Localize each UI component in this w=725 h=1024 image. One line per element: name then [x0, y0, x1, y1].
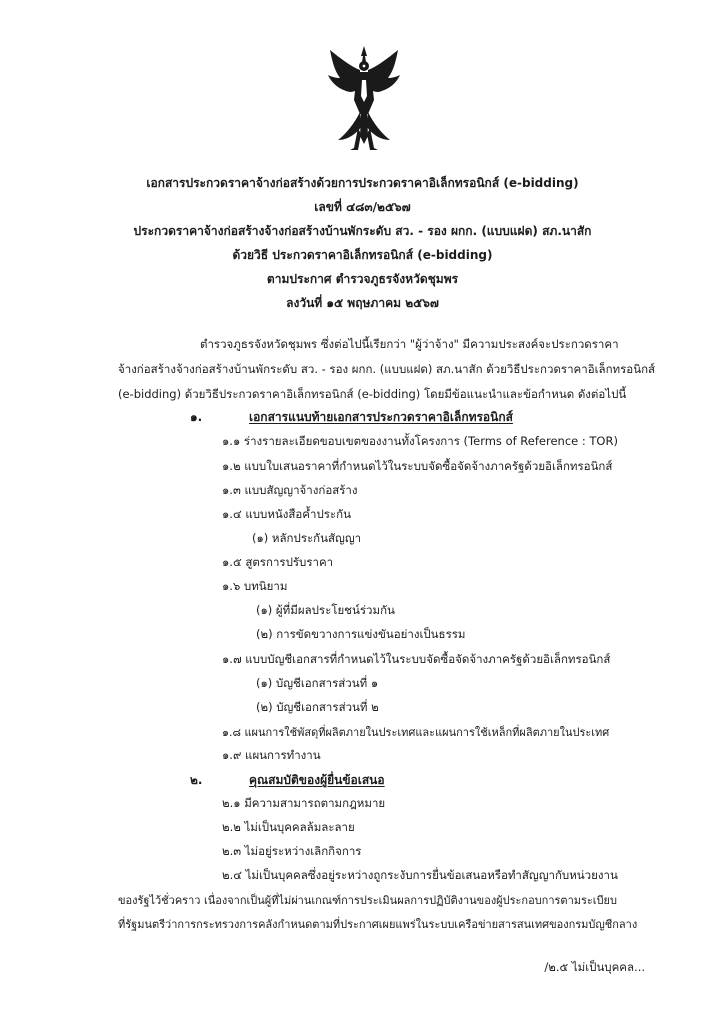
paragraph-line: ที่รัฐมนตรีว่าการกระทรวงการคลังกำหนดตามที่ประกาศเผยแพร่ในระบบเครือข่ายสารสนเทศของกรมบัญชีกลาง [118, 918, 638, 931]
intro-line: จ้างก่อสร้างจ้างก่อสร้างบ้านพักระดับ สว. - รอง ผกก. (แบบแฝด) สภ.นาสัก ด้วยวิธีประกวดราคาอิเล็กทรอนิกส์ [118, 362, 656, 376]
section-title: เอกสารแนบท้ายเอกสารประกวดราคาอิเล็กทรอนิกส์ [249, 410, 513, 424]
list-item: ๑.๗ แบบบัญชีเอกสารที่กำหนดไว้ในระบบจัดซื้อจัดจ้างภาครัฐด้วยอิเล็กทรอนิกส์ [222, 652, 611, 666]
list-item: ๑.๖ บทนิยาม [222, 579, 288, 593]
list-subitem: (๑) ผู้ที่มีผลประโยชน์ร่วมกัน [256, 603, 395, 617]
list-item: ๑.๙ แผนการทำงาน [222, 748, 321, 762]
continuation-marker: /๒.๕ ไม่เป็นบุคคล... [544, 960, 645, 974]
intro-line: ตำรวจภูธรจังหวัดชุมพร ซึ่งต่อไปนี้เรียกว่า "ผู้ว่าจ้าง" มีความประสงค์จะประกวดราคา [200, 337, 619, 351]
procurement-method: ด้วยวิธี ประกวดราคาอิเล็กทรอนิกส์ (e-bidding) [232, 248, 493, 262]
list-item: ๑.๓ แบบสัญญาจ้างก่อสร้าง [222, 483, 358, 497]
list-item: ๒.๒ ไม่เป็นบุคคลล้มละลาย [222, 820, 355, 834]
announcer: ตามประกาศ ตำรวจภูธรจังหวัดชุมพร [266, 272, 459, 286]
list-item: ๑.๘ แผนการใช้พัสดุที่ผลิตภายในประเทศและแผนการใช้เหล็กที่ผลิตภายในประเทศ [222, 726, 610, 739]
list-item: ๑.๒ แบบใบเสนอราคาที่กำหนดไว้ในระบบจัดซื้อจัดจ้างภาครัฐด้วยอิเล็กทรอนิกส์ [222, 459, 613, 473]
section-title: คุณสมบัติของผู้ยื่นข้อเสนอ [249, 773, 385, 787]
list-subitem: (๑) บัญชีเอกสารส่วนที่ ๑ [256, 676, 379, 690]
list-item: ๒.๔ ไม่เป็นบุคคลซึ่งอยู่ระหว่างถูกระงับการยื่นข้อเสนอหรือทำสัญญากับหน่วยงาน [222, 868, 618, 882]
paragraph-line: ของรัฐไว้ชั่วคราว เนื่องจากเป็นผู้ที่ไม่ผ่านเกณฑ์การประเมินผลการปฏิบัติงานของผู้ประกอบการตามระเบียบ [118, 894, 617, 907]
list-item: ๑.๑ ร่างรายละเอียดขอบเขตของงานทั้งโครงการ (Terms of Reference : TOR) [222, 434, 618, 448]
garuda-emblem-icon [324, 44, 404, 154]
document-date: ลงวันที่ ๑๕ พฤษภาคม ๒๕๖๗ [286, 296, 439, 310]
intro-line: (e-bidding) ด้วยวิธีประกวดราคาอิเล็กทรอนิกส์ (e-bidding) โดยมีข้อแนะนำและข้อกำหนด ดังต่อไปนี้ [118, 387, 627, 401]
list-subitem: (๒) บัญชีเอกสารส่วนที่ ๒ [256, 700, 379, 714]
list-subitem: (๑) หลักประกันสัญญา [252, 531, 362, 545]
section-number: ๒. [190, 773, 203, 787]
document-title: เอกสารประกวดราคาจ้างก่อสร้างด้วยการประกวดราคาอิเล็กทรอนิกส์ (e-bidding) [146, 176, 579, 190]
project-name: ประกวดราคาจ้างก่อสร้างจ้างก่อสร้างบ้านพักระดับ สว. - รอง ผกก. (แบบแฝด) สภ.นาสัก [133, 224, 592, 238]
list-item: ๒.๓ ไม่อยู่ระหว่างเลิกกิจการ [222, 844, 362, 858]
document-number: เลขที่ ๔๘๓/๒๕๖๗ [314, 200, 411, 214]
list-item: ๑.๕ สูตรการปรับราคา [222, 555, 334, 569]
section-number: ๑. [190, 410, 203, 424]
list-subitem: (๒) การขัดขวางการแข่งขันอย่างเป็นธรรม [256, 627, 466, 641]
list-item: ๑.๔ แบบหนังสือค้ำประกัน [222, 507, 351, 521]
list-item: ๒.๑ มีความสามารถตามกฎหมาย [222, 796, 386, 810]
